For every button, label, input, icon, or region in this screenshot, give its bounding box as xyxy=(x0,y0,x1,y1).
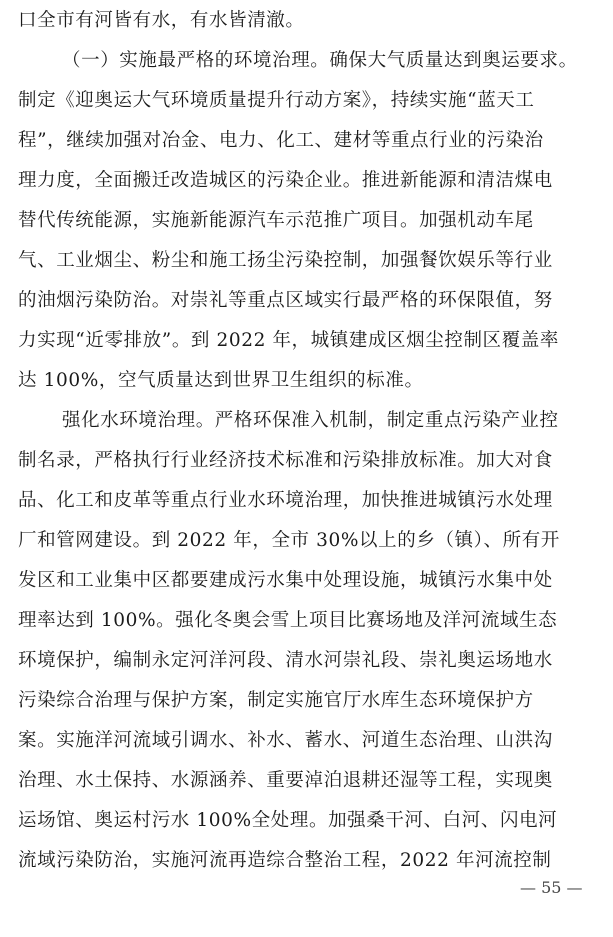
text-line: 气、工业烟尘、粉尘和施工扬尘污染控制，加强餐饮娱乐等行业 xyxy=(18,250,553,271)
text-line: 力实现“近零排放”。到 2022 年，城镇建成区烟尘控制区覆盖率 xyxy=(18,330,559,351)
text-line: 品、化工和皮革等重点行业水环境治理，加快推进城镇污水处理 xyxy=(18,490,553,511)
text-line: 理率达到 100%。强化冬奥会雪上项目比赛场地及洋河流域生态 xyxy=(18,610,558,631)
text-line: 运场馆、奥运村污水 100%全处理。加强桑干河、白河、闪电河 xyxy=(18,810,558,831)
text-line: 制定《迎奥运大气环境质量提升行动方案》，持续实施“蓝天工 xyxy=(18,90,535,111)
text-line: 达 100%，空气质量达到世界卫生组织的标准。 xyxy=(18,370,424,391)
text-line: 口全市有河皆有水，有水皆清澈。 xyxy=(18,10,305,31)
text-line: 流域污染防治，实施河流再造综合整治工程，2022 年河流控制 xyxy=(18,850,552,871)
text-line: 制名录，严格执行行业经济技术标准和污染排放标准。加大对食 xyxy=(18,450,553,471)
text-line: 替代传统能源，实施新能源汽车示范推广项目。加强机动车尾 xyxy=(18,210,534,231)
paragraph-start-line: 强化水环境治理。严格环保准入机制，制定重点污染产业控 xyxy=(62,410,559,431)
text-line: 理力度，全面搬迁改造城区的污染企业。推进新能源和清洁煤电 xyxy=(18,170,553,191)
text-line: 环境保护，编制永定河洋河段、清水河崇礼段、崇礼奥运场地水 xyxy=(18,650,553,671)
page-number: — 55 — xyxy=(520,878,583,897)
text-line: 污染综合治理与保护方案，制定实施官厅水库生态环境保护方 xyxy=(18,690,534,711)
text-line: 案。实施洋河流域引调水、补水、蓄水、河道生态治理、山洪沟 xyxy=(18,730,553,751)
text-line: 的油烟污染防治。对崇礼等重点区域实行最严格的环保限值，努 xyxy=(18,290,553,311)
text-line: 治理、水土保持、水源涵养、重要淖泊退耕还湿等工程，实现奥 xyxy=(18,770,553,791)
text-line: 厂和管网建设。到 2022 年，全市 30%以上的乡（镇）、所有开 xyxy=(18,530,560,551)
section-heading-line: （一）实施最严格的环境治理。确保大气质量达到奥运要求。 xyxy=(62,50,578,71)
text-line: 程”，继续加强对冶金、电力、化工、建材等重点行业的污染治 xyxy=(18,130,544,151)
text-line: 发区和工业集中区都要建成污水集中处理设施，城镇污水集中处 xyxy=(18,570,553,591)
